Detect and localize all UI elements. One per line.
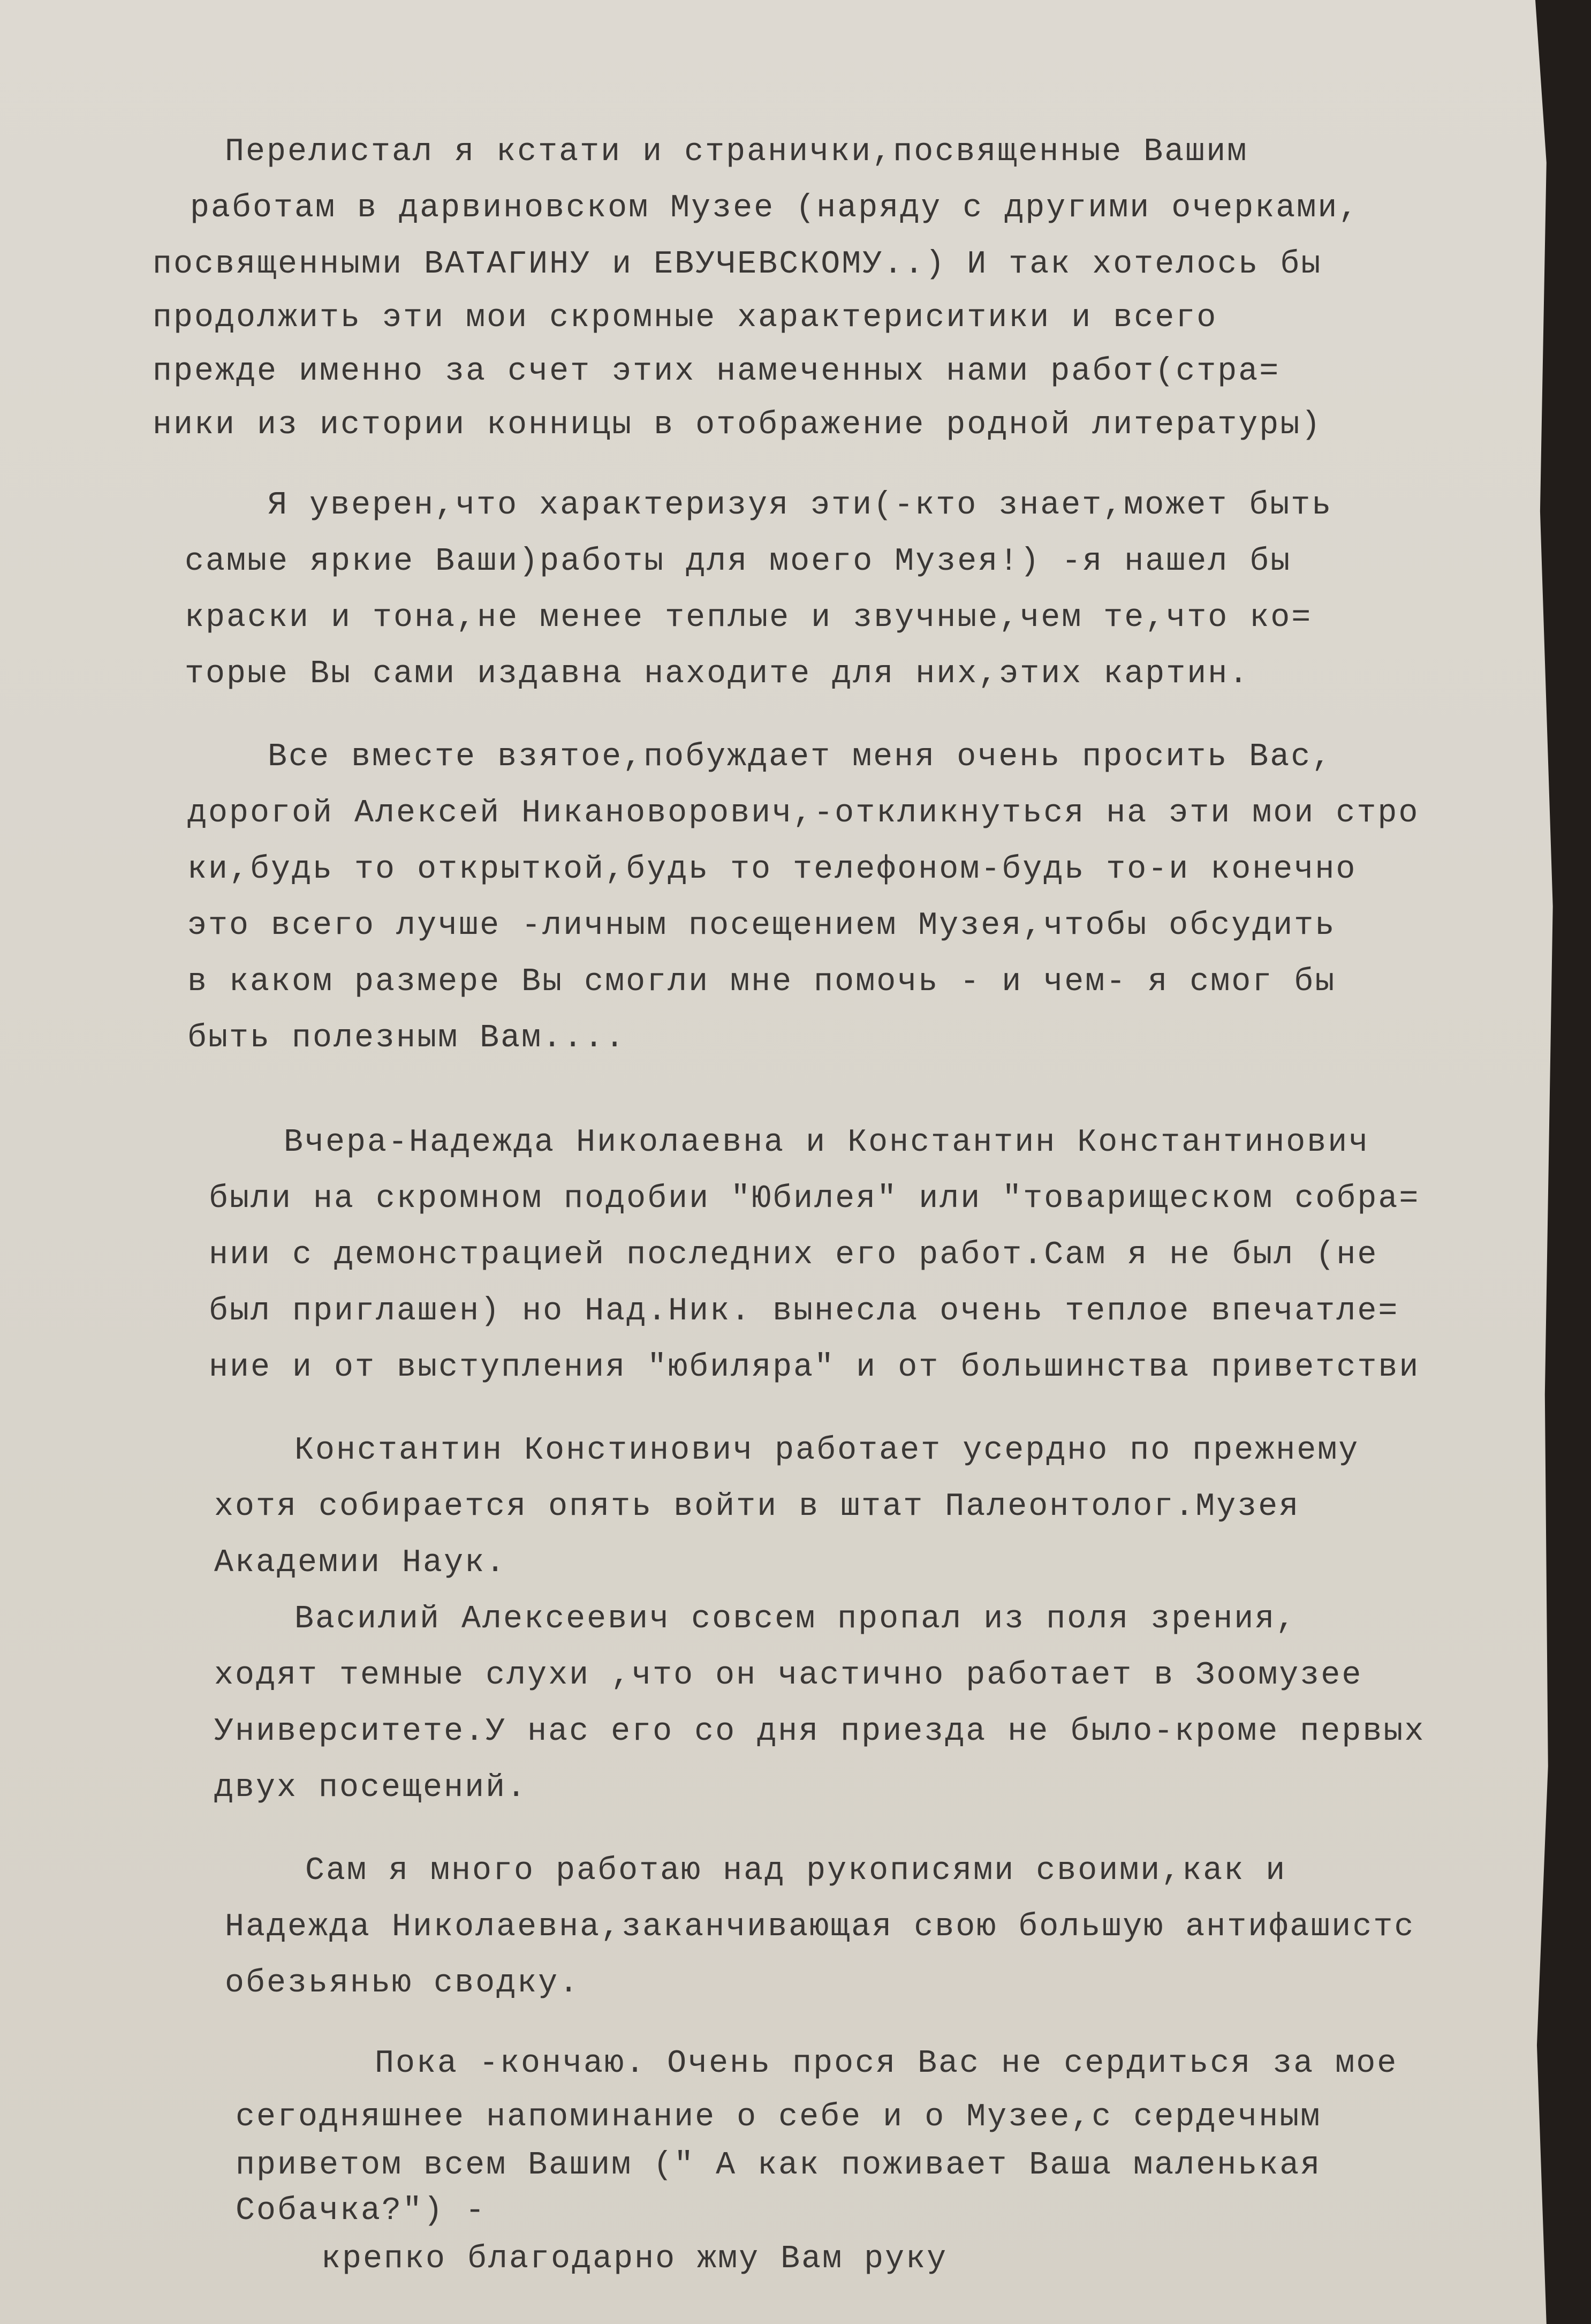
- letter-line: в каком размере Вы смогли мне помочь - и чем- я смог бы: [187, 964, 1336, 1000]
- letter-line: ники из истории конницы в отображение родной литературы): [153, 407, 1322, 443]
- letter-line: обезьянью сводку.: [225, 1965, 580, 2002]
- letter-line: двух посещений.: [214, 1770, 528, 1806]
- letter-line: Константин Констинович работает усердно по прежнему: [294, 1432, 1360, 1469]
- letter-line: Василий Алексеевич совсем пропал из поля зрения,: [294, 1601, 1297, 1638]
- letter-line: сегодняшнее напоминание о себе и о Музее,с сердечным: [236, 2099, 1322, 2136]
- letter-line: Перелистал я кстати и странички,посвященные Вашим: [225, 134, 1248, 170]
- letter-line: Вчера-Надежда Николаевна и Константин Константинович: [284, 1125, 1370, 1161]
- letter-line: это всего лучше -личным посещением Музея,чтобы обсудить: [187, 908, 1336, 944]
- letter-line: прежде именно за счет этих намеченных нами работ(стра=: [153, 353, 1281, 390]
- letter-line: торые Вы сами издавна находите для них,этих картин.: [185, 656, 1250, 692]
- letter-line: нии с демонстрацией последних его работ.Сам я не был (не: [209, 1237, 1378, 1273]
- letter-line: посвященными ВАТАГИНУ и ЕВУЧЕВСКОМУ..) И так хотелось бы: [153, 246, 1322, 283]
- letter-line: Собачка?") -: [236, 2193, 487, 2229]
- letter-line: Я уверен,что характеризуя эти(-кто знает,может быть: [268, 487, 1333, 524]
- letter-line: крепко благодарно жму Вам руку: [321, 2241, 948, 2277]
- letter-line: Надежда Николаевна,заканчивающая свою большую антифашистс: [225, 1909, 1415, 1945]
- letter-line: хотя собирается опять войти в штат Палеонтолог.Музея: [214, 1489, 1300, 1525]
- letter-line: краски и тона,не менее теплые и звучные,чем те,что ко=: [185, 600, 1313, 636]
- letter-line: ходят темные слухи ,что он частично работает в Зоомузее: [214, 1657, 1363, 1694]
- letter-line: дорогой Алексей Никановорович,-откликнуться на эти мои стро: [187, 795, 1420, 832]
- letter-line: работам в дарвиновском Музее (наряду с другими очерками,: [190, 190, 1360, 227]
- letter-line: Все вместе взятое,побуждает меня очень просить Вас,: [268, 739, 1333, 775]
- letter-line: быть полезным Вам....: [187, 1020, 626, 1057]
- letter-line: самые яркие Ваши)работы для моего Музея!) -я нашел бы: [185, 544, 1292, 580]
- letter-line: ние и от выступления "юбиляра" и от большинства приветстви: [209, 1349, 1420, 1386]
- letter-line: приветом всем Вашим (" А как поживает Ваша маленькая: [236, 2147, 1322, 2184]
- letter-line: был приглашен) но Над.Ник. вынесла очень теплое впечатле=: [209, 1293, 1399, 1330]
- letter-line: продолжить эти мои скромные характериситики и всего: [153, 300, 1218, 336]
- letter-line: ки,будь то открыткой,будь то телефоном-будь то-и конечно: [187, 851, 1357, 888]
- letter-line: были на скромном подобии "Юбилея" или "товарищеском собра=: [209, 1181, 1420, 1217]
- letter-line: Университете.У нас его со дня приезда не было-кроме первых: [214, 1714, 1426, 1750]
- letter-line: Сам я много работаю над рукописями своими,как и: [305, 1853, 1287, 1889]
- letter-line: Пока -кончаю. Очень прося Вас не сердиться за мое: [375, 2046, 1398, 2082]
- letter-line: Академии Наук.: [214, 1545, 507, 1581]
